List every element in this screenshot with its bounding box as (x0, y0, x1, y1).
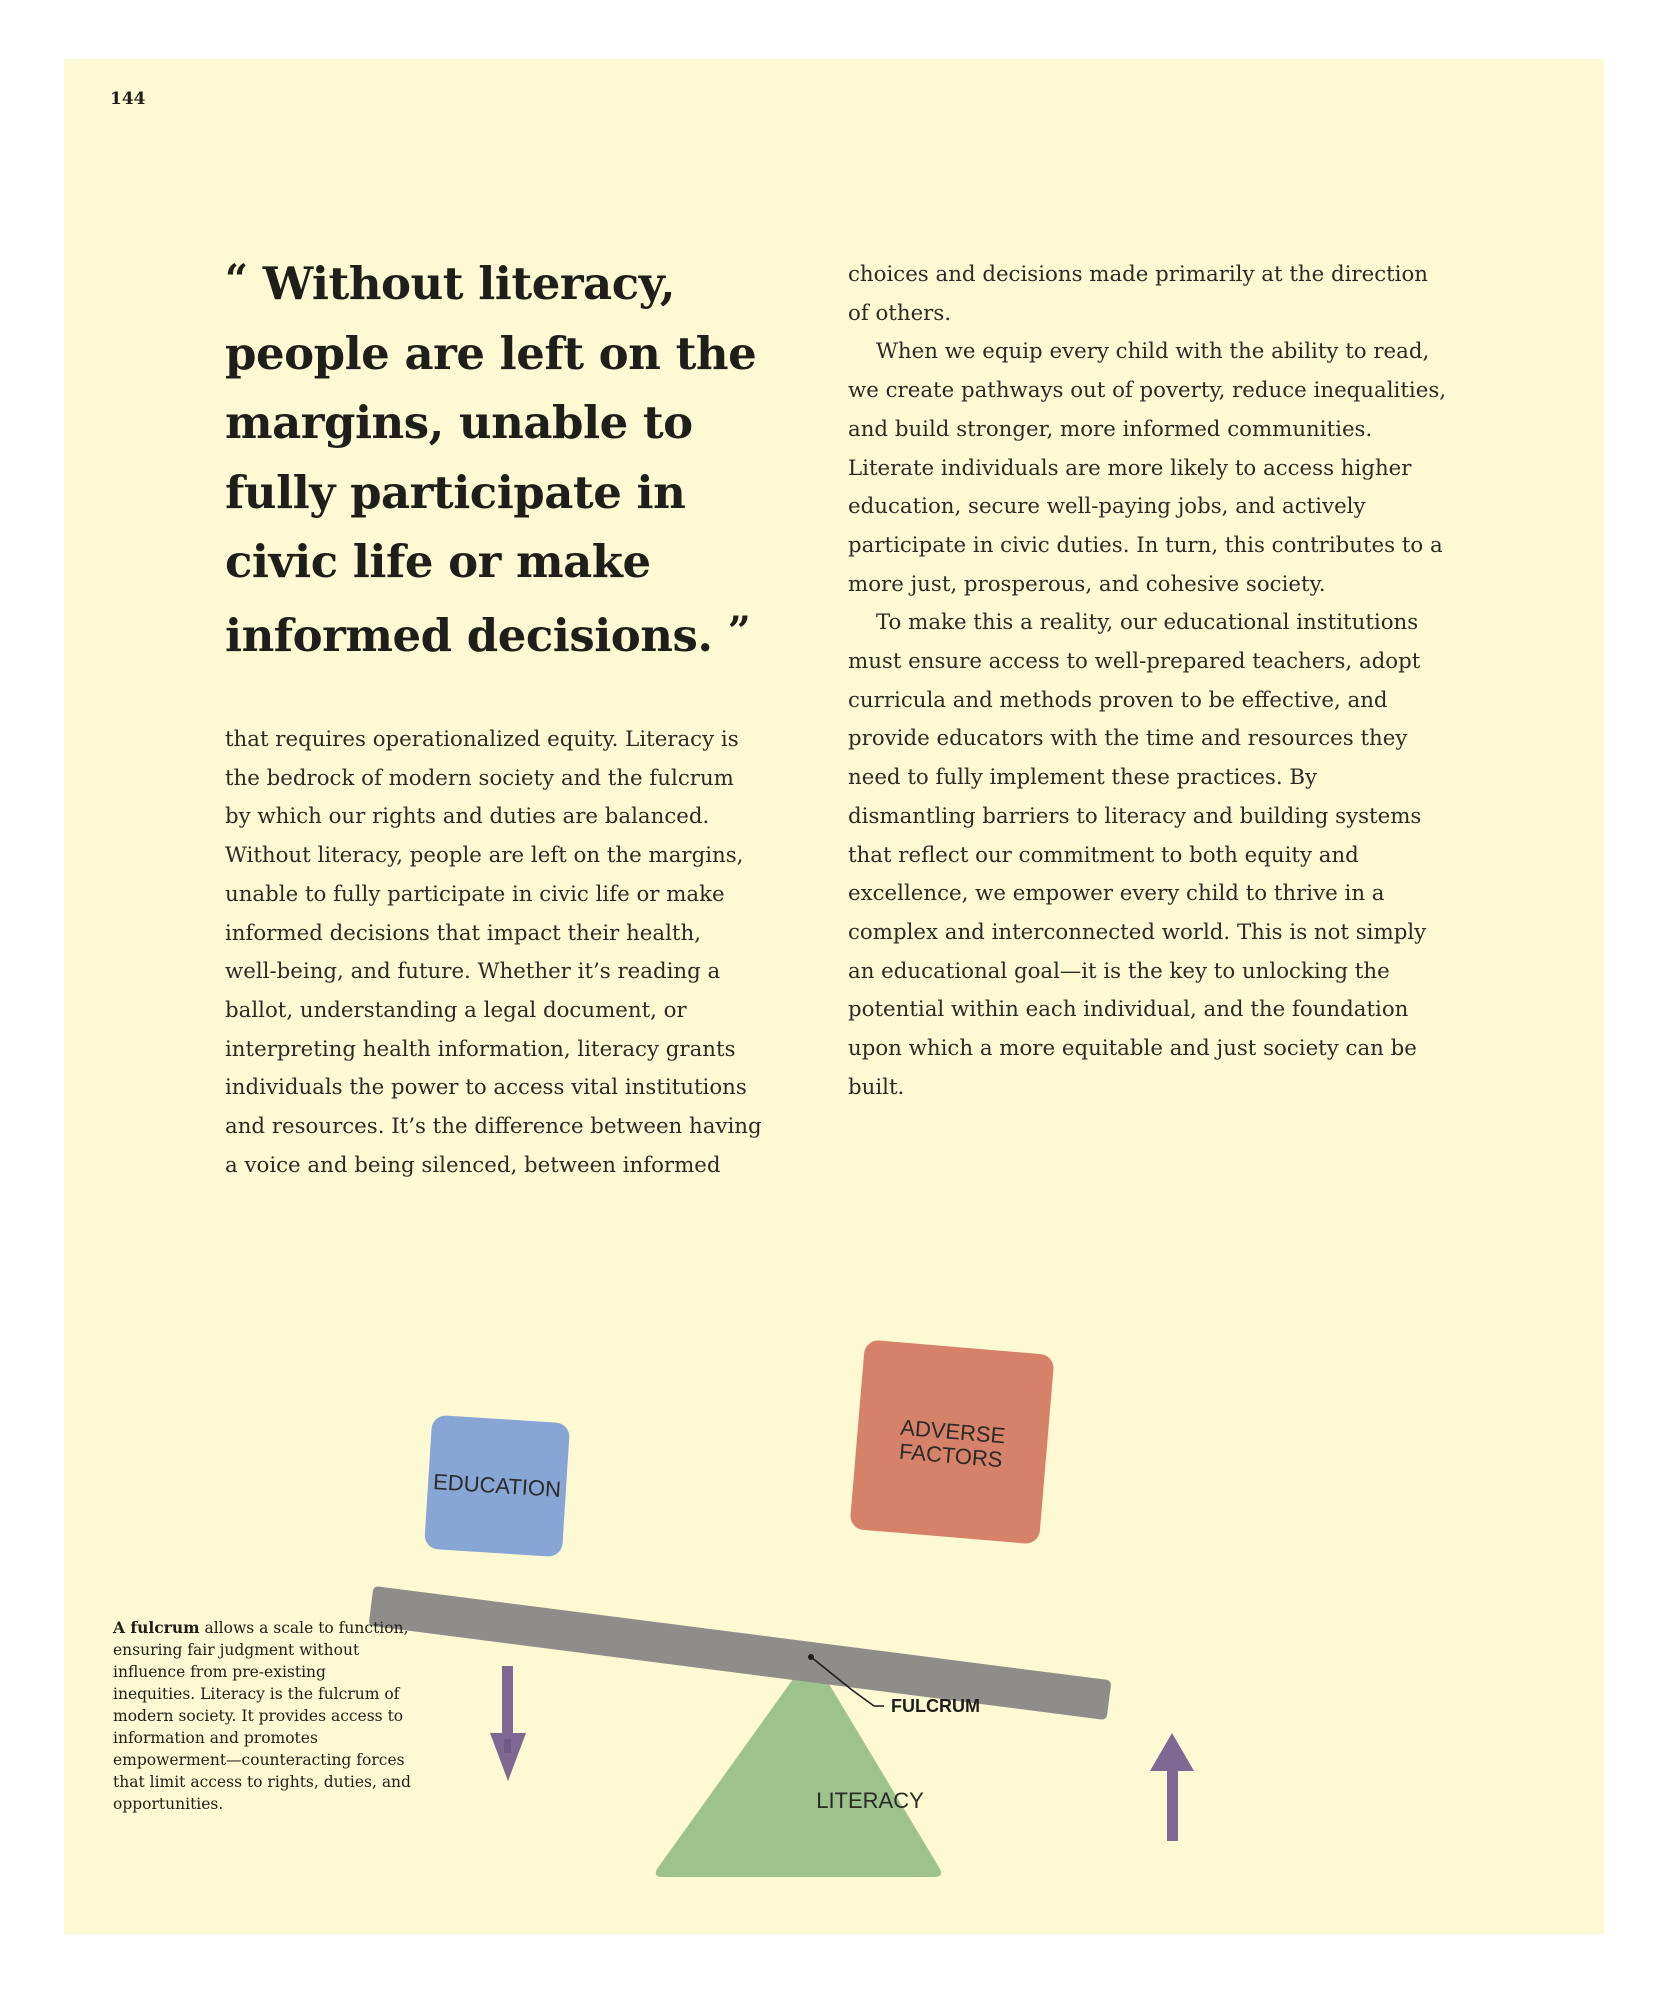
pull-quote-line: informed decisions. (225, 608, 713, 662)
down-arrow-icon (490, 1666, 526, 1781)
body-line: the bedrock of modern society and the fulcrum (225, 765, 734, 791)
literacy-label: LITERACY (816, 1788, 924, 1813)
fulcrum-label: FULCRUM (891, 1696, 980, 1716)
body-line: unable to fully participate in civic life or make (225, 881, 725, 907)
beam (368, 1586, 1111, 1720)
body-paragraph: choices and decisions made primarily at the direction of others. (848, 262, 1429, 326)
body-line: individuals the power to access vital institutions (225, 1075, 747, 1101)
pull-quote-line: margins, unable to (225, 396, 693, 449)
caption-text: allows a scale to function, ensuring fair judgment without influence from pre-existing inequities. Literacy is the fulcrum of modern society. It provides access to information and promotes empowerment—counteracting forces that limit access to rights, duties, and opportunities. (113, 1619, 411, 1813)
pull-quote-line: civic life or make (225, 535, 651, 588)
adverse-factors-block (849, 1339, 1054, 1544)
pull-quote (225, 245, 785, 670)
body-paragraph: When we equip every child with the ability to read, we create pathways out of poverty, reduce inequalities, and build stronger, more informed communities. Literate individuals are more likely to access higher education, secure well-paying jobs, and actively participate in civic duties. In turn, this contributes to a more just, prosperous, and cohesive society. (848, 339, 1447, 597)
up-arrow-icon (1150, 1733, 1194, 1841)
body-line: well-being, and future. Whether it’s reading a (225, 959, 721, 985)
pull-quote-line: people are left on the (225, 326, 757, 380)
body-line: a voice and being silenced, between informed (225, 1152, 721, 1178)
education-label: EDUCATION (432, 1469, 562, 1502)
body-line: ballot, understanding a legal document, or (225, 997, 687, 1023)
body-paragraph: To make this a reality, our educational institutions must ensure access to well-prepared teachers, adopt curricula and methods proven to be effective, and provide educators with the time and resources they need to fully implement these practices. By dismantling barriers to literacy and building systems that reflect our commitment to both equity and excellence, we empower every child to thrive in a complex and interconnected world. This is not simply an educational goal—it is the key to unlocking the potential within each individual, and the foundation upon which a more equitable and just society can be built. (848, 610, 1427, 1100)
page-number: 144 (110, 89, 146, 109)
page (64, 59, 1604, 1934)
pull-quote-line: fully participate in (225, 465, 686, 519)
pull-quote-line: Without literacy, (262, 257, 676, 310)
education-block (424, 1415, 570, 1557)
body-line: Without literacy, people are left on the margins, (225, 843, 744, 869)
open-quote-mark: “ (225, 256, 248, 303)
adverse-label-line1: ADVERSE (899, 1414, 1007, 1449)
diagram-caption (113, 1617, 413, 1815)
body-column-left (225, 721, 845, 1185)
body-line: by which our rights and duties are balanced. (225, 804, 710, 830)
fulcrum-diagram (64, 1309, 1604, 1909)
caption-bold: A fulcrum (113, 1618, 200, 1637)
body-line: informed decisions that impact their health, (225, 920, 701, 946)
body-line: and resources. It’s the difference between having (225, 1114, 762, 1140)
body-line: interpreting health information, literacy grants (225, 1036, 736, 1062)
body-line: that requires operationalized equity. Literacy is (225, 727, 739, 752)
close-quote-mark: ” (727, 607, 751, 655)
body-column-right (848, 256, 1448, 1107)
adverse-label-line2: FACTORS (898, 1438, 1004, 1473)
